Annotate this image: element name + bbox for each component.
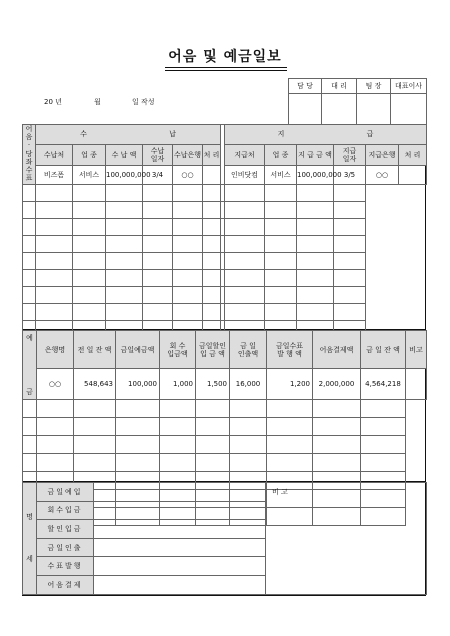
deposit-cell[interactable] — [74, 454, 116, 472]
income-col-header: 수 납 액 — [106, 144, 143, 166]
expense-cell[interactable] — [297, 236, 334, 253]
income-cell[interactable] — [73, 236, 106, 253]
table-row — [23, 270, 427, 287]
table-row — [23, 418, 427, 436]
deposit-cell[interactable] — [37, 436, 74, 454]
deposit-cell[interactable] — [116, 400, 160, 418]
deposit-cell[interactable] — [196, 436, 230, 454]
income-header — [36, 125, 221, 145]
signature-cell[interactable] — [391, 94, 427, 126]
deposit-cell[interactable]: 16,000 — [230, 369, 267, 400]
deposit-cell[interactable]: 1,500 — [196, 369, 230, 400]
expense-cell[interactable] — [265, 202, 297, 219]
expense-col-header: 업 종 — [265, 144, 297, 166]
expense-cell[interactable] — [334, 270, 366, 287]
expense-cell[interactable] — [265, 287, 297, 304]
expense-cell[interactable] — [297, 202, 334, 219]
table-row — [23, 253, 427, 270]
side-label-text: 어음·당좌수표 — [25, 125, 33, 182]
table-row — [23, 202, 427, 219]
section3-side-label — [23, 483, 37, 595]
expense-cell[interactable] — [399, 166, 427, 185]
income-cell[interactable] — [106, 202, 143, 219]
deposit-cell[interactable] — [23, 454, 37, 472]
deposit-cell[interactable] — [23, 436, 37, 454]
income-cell[interactable] — [36, 304, 73, 321]
detail-item-label: 회수입금 — [37, 501, 94, 520]
expense-cell[interactable]: ○○ — [366, 166, 399, 185]
expense-cell[interactable] — [225, 236, 265, 253]
deposit-col-header: 금일할인 입 금 액 — [196, 331, 230, 369]
expense-cell[interactable] — [225, 219, 265, 236]
income-cell[interactable] — [36, 287, 73, 304]
deposit-cell[interactable] — [74, 400, 116, 418]
income-header-char: 수 — [80, 130, 87, 139]
deposit-cell[interactable] — [37, 454, 74, 472]
deposit-cell[interactable] — [37, 418, 74, 436]
deposit-cell[interactable]: 1,000 — [160, 369, 196, 400]
detail-value-cell[interactable] — [94, 520, 266, 539]
expense-cell[interactable] — [203, 236, 221, 253]
income-cell[interactable] — [23, 304, 36, 321]
expense-cell[interactable] — [334, 253, 366, 270]
income-cell[interactable] — [36, 185, 73, 202]
income-cell[interactable] — [106, 219, 143, 236]
deposit-col-header: 회 수 입금액 — [160, 331, 196, 369]
expense-cell[interactable] — [265, 236, 297, 253]
income-cell[interactable] — [23, 219, 36, 236]
income-col-header: 수납처 — [36, 144, 73, 166]
deposit-col-header: 금일수표 발 행 액 — [267, 331, 313, 369]
expense-cell[interactable] — [203, 185, 221, 202]
deposit-col-header: 금 일 인출액 — [230, 331, 267, 369]
expense-cell[interactable] — [297, 185, 334, 202]
signature-cell[interactable] — [289, 94, 322, 126]
table-row — [23, 287, 427, 304]
income-cell[interactable] — [143, 253, 173, 270]
income-cell[interactable] — [173, 185, 203, 202]
expense-header — [225, 125, 427, 145]
income-cell[interactable] — [173, 304, 203, 321]
expense-cell[interactable] — [265, 253, 297, 270]
income-cell[interactable] — [36, 270, 73, 287]
expense-cell[interactable] — [297, 287, 334, 304]
detail-item-label: 할인입금 — [37, 520, 94, 539]
expense-cell[interactable] — [334, 219, 366, 236]
expense-header-char: 급 — [366, 130, 374, 139]
expense-col-header: 지급 일자 — [334, 144, 366, 166]
table-row — [23, 304, 427, 321]
signature-cell[interactable] — [357, 94, 391, 126]
income-cell[interactable] — [73, 219, 106, 236]
detail-value-cell[interactable] — [94, 557, 266, 576]
detail-value-cell[interactable] — [94, 483, 266, 502]
income-cell[interactable] — [173, 270, 203, 287]
deposit-cell[interactable] — [37, 400, 74, 418]
date-day: 일 작성 — [132, 98, 155, 106]
deposit-cell[interactable] — [230, 400, 267, 418]
income-col-header: 수납 일자 — [143, 144, 173, 166]
income-cell[interactable] — [106, 253, 143, 270]
expense-cell[interactable] — [225, 287, 265, 304]
deposit-cell[interactable] — [160, 418, 196, 436]
expense-cell[interactable] — [297, 253, 334, 270]
income-col-header: 처 리 — [203, 144, 221, 166]
income-cell[interactable] — [23, 270, 36, 287]
expense-cell[interactable] — [265, 270, 297, 287]
expense-cell[interactable] — [225, 304, 265, 321]
deposit-cell[interactable] — [160, 454, 196, 472]
expense-cell[interactable] — [334, 185, 366, 202]
deposit-cell[interactable] — [74, 418, 116, 436]
deposit-col-header: 전 일 잔 액 — [74, 331, 116, 369]
income-cell[interactable]: ○○ — [173, 166, 203, 185]
expense-cell[interactable] — [225, 253, 265, 270]
deposit-cell[interactable] — [116, 454, 160, 472]
deposit-cell[interactable] — [196, 418, 230, 436]
deposit-cell[interactable] — [313, 418, 361, 436]
deposit-cell[interactable] — [116, 436, 160, 454]
title-underline — [165, 67, 287, 68]
expense-col-header: 지급은행 — [366, 144, 399, 166]
income-cell[interactable] — [106, 287, 143, 304]
side-label-text: 명 — [26, 513, 33, 522]
deposit-cell[interactable] — [267, 400, 313, 418]
income-cell[interactable] — [173, 219, 203, 236]
side-label-text: 예 — [26, 334, 33, 342]
income-cell[interactable] — [143, 219, 173, 236]
expense-col-header: 지급처 — [225, 144, 265, 166]
section2-side-label — [23, 331, 37, 400]
income-cell[interactable] — [73, 253, 106, 270]
deposit-col-header: 금일예금액 — [116, 331, 160, 369]
income-col-header: 수납은행 — [173, 144, 203, 166]
deposit-cell[interactable]: 4,564,218 — [361, 369, 406, 400]
expense-cell[interactable] — [265, 185, 297, 202]
detail-value-cell[interactable] — [94, 575, 266, 594]
table-row — [23, 236, 427, 253]
income-cell[interactable] — [173, 287, 203, 304]
income-cell[interactable] — [23, 202, 36, 219]
side-label-text: 금 — [26, 388, 33, 396]
income-cell[interactable] — [36, 202, 73, 219]
expense-cell[interactable] — [265, 304, 297, 321]
expense-col-header: 지 급 금 액 — [297, 144, 334, 166]
expense-cell[interactable] — [203, 304, 221, 321]
deposit-cell[interactable] — [23, 418, 37, 436]
income-cell[interactable] — [143, 202, 173, 219]
deposit-cell[interactable] — [313, 436, 361, 454]
deposit-col-header: 은행명 — [37, 331, 74, 369]
income-cell[interactable] — [23, 185, 36, 202]
deposit-cell[interactable] — [267, 454, 313, 472]
section1-side-label — [23, 125, 36, 185]
income-cell[interactable] — [106, 270, 143, 287]
income-cell[interactable] — [36, 236, 73, 253]
expense-cell[interactable] — [203, 253, 221, 270]
deposit-cell[interactable] — [23, 400, 37, 418]
expense-col-header: 처 리 — [399, 144, 427, 166]
deposit-cell[interactable]: 548,643 — [74, 369, 116, 400]
detail-item-label: 어음결제 — [37, 575, 94, 594]
income-cell[interactable]: 3/4 — [143, 166, 173, 185]
deposit-cell[interactable] — [313, 400, 361, 418]
income-cell[interactable] — [23, 253, 36, 270]
income-cell[interactable]: 비즈폼 — [36, 166, 73, 185]
deposit-cell[interactable] — [116, 418, 160, 436]
expense-cell[interactable] — [334, 236, 366, 253]
income-cell[interactable] — [143, 304, 173, 321]
side-label-text: 세 — [26, 555, 33, 564]
expense-cell[interactable] — [225, 185, 265, 202]
deposit-col-header: 금 일 잔 액 — [361, 331, 406, 369]
expense-cell[interactable] — [297, 270, 334, 287]
expense-cell[interactable] — [297, 304, 334, 321]
table-row — [23, 219, 427, 236]
expense-cell[interactable] — [334, 304, 366, 321]
income-col-header: 업 종 — [73, 144, 106, 166]
deposit-cell[interactable]: 2,000,000 — [313, 369, 361, 400]
income-cell[interactable] — [73, 287, 106, 304]
income-cell[interactable]: 100,000,000 — [106, 166, 143, 185]
deposit-cell[interactable] — [361, 418, 406, 436]
approval-label: 팀 장 — [357, 79, 391, 94]
deposit-cell[interactable] — [361, 454, 406, 472]
signature-cell[interactable] — [322, 94, 357, 126]
deposit-col-header: 비고 — [406, 331, 427, 369]
income-cell[interactable] — [173, 253, 203, 270]
deposit-cell[interactable] — [160, 400, 196, 418]
expense-cell[interactable] — [203, 202, 221, 219]
deposit-cell[interactable] — [361, 436, 406, 454]
deposit-cell[interactable] — [230, 418, 267, 436]
income-cell[interactable] — [173, 236, 203, 253]
expense-cell[interactable] — [265, 219, 297, 236]
deposit-cell[interactable]: 1,200 — [267, 369, 313, 400]
date-year: 20 년 — [44, 98, 62, 106]
expense-header-char: 지 — [277, 130, 285, 139]
deposit-cell[interactable] — [196, 454, 230, 472]
date-month: 월 — [94, 98, 101, 106]
remark-cell[interactable] — [266, 483, 427, 595]
deposit-cell[interactable] — [196, 400, 230, 418]
detail-item-label: 금일인출 — [37, 538, 94, 557]
expense-cell[interactable] — [334, 202, 366, 219]
notes-checks-table — [22, 124, 427, 338]
income-cell[interactable] — [23, 236, 36, 253]
income-cell[interactable]: 서비스 — [73, 166, 106, 185]
income-cell[interactable] — [73, 202, 106, 219]
table-row — [23, 400, 427, 418]
expense-cell[interactable] — [225, 270, 265, 287]
expense-cell[interactable] — [225, 202, 265, 219]
expense-cell[interactable] — [334, 287, 366, 304]
income-cell[interactable] — [143, 270, 173, 287]
expense-cell[interactable] — [203, 287, 221, 304]
page-title: 어음 및 예금일보 — [168, 49, 282, 65]
approval-label: 담 당 — [289, 79, 322, 94]
income-cell[interactable] — [106, 236, 143, 253]
expense-cell[interactable] — [297, 219, 334, 236]
income-cell[interactable] — [73, 185, 106, 202]
expense-cell[interactable]: 100,000,000 — [297, 166, 334, 185]
income-cell[interactable] — [106, 304, 143, 321]
deposit-cell[interactable] — [267, 418, 313, 436]
expense-cell[interactable]: 서비스 — [265, 166, 297, 185]
detail-item-label: 수표발행 — [37, 557, 94, 576]
deposit-cell[interactable]: ○○ — [37, 369, 74, 400]
income-cell[interactable] — [203, 166, 221, 185]
income-cell[interactable] — [23, 287, 36, 304]
detail-value-cell[interactable] — [94, 538, 266, 557]
deposit-cell[interactable] — [313, 454, 361, 472]
table-row — [23, 454, 427, 472]
approval-label: 대 리 — [322, 79, 357, 94]
deposit-cell[interactable] — [267, 436, 313, 454]
deposit-cell[interactable] — [160, 436, 196, 454]
detail-table — [22, 482, 427, 595]
expense-cell[interactable]: 인비닷컴 — [225, 166, 265, 185]
income-cell[interactable] — [106, 185, 143, 202]
income-cell[interactable] — [173, 202, 203, 219]
deposit-cell[interactable] — [74, 436, 116, 454]
deposit-col-header: 어음결제액 — [313, 331, 361, 369]
income-cell[interactable] — [73, 270, 106, 287]
deposit-cell[interactable] — [230, 454, 267, 472]
table-row — [23, 185, 427, 202]
detail-value-cell[interactable] — [94, 501, 266, 520]
deposit-cell[interactable] — [230, 436, 267, 454]
deposit-cell[interactable] — [361, 400, 406, 418]
income-cell[interactable] — [36, 219, 73, 236]
income-cell[interactable] — [36, 253, 73, 270]
table-row — [23, 436, 427, 454]
deposit-cell[interactable] — [406, 369, 427, 400]
detail-row — [23, 483, 427, 502]
approval-label: 대표이사 — [391, 79, 427, 94]
income-header-char: 납 — [169, 130, 176, 139]
income-cell[interactable] — [73, 304, 106, 321]
income-cell[interactable] — [143, 185, 173, 202]
remark-label: 비 고 — [272, 488, 288, 496]
income-cell[interactable] — [143, 236, 173, 253]
approval-table — [288, 78, 427, 126]
title-underline — [165, 70, 287, 71]
expense-cell[interactable]: 3/5 — [334, 166, 366, 185]
detail-item-label: 금일예입 — [37, 483, 94, 502]
deposit-cell[interactable]: 100,000 — [116, 369, 160, 400]
income-cell[interactable] — [143, 287, 173, 304]
expense-cell[interactable] — [203, 270, 221, 287]
expense-cell[interactable] — [203, 219, 221, 236]
